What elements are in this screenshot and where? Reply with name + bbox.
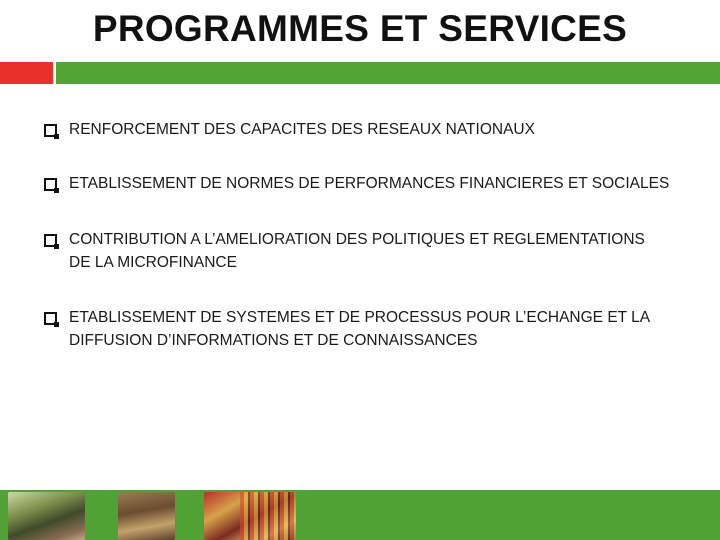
checkbox-bullet-icon	[44, 234, 57, 247]
footer-photo-woman	[118, 492, 175, 540]
bullet-line: RENFORCEMENT DES CAPACITES DES RESEAUX NATIONAUX	[69, 121, 535, 138]
bullet-text	[69, 306, 650, 352]
bullet-item	[44, 121, 704, 141]
footer-photo-textiles	[240, 492, 296, 540]
checkbox-bullet-icon	[44, 178, 57, 191]
bullet-line: DIFFUSION D’INFORMATIONS ET DE CONNAISSANCES	[69, 332, 478, 349]
bullet-line: ETABLISSEMENT DE NORMES DE PERFORMANCES FINANCIERES ET SOCIALES	[69, 175, 670, 192]
footer-photo-field-workers	[8, 492, 85, 540]
checkbox-bullet-icon	[44, 312, 57, 325]
bullet-text	[69, 118, 535, 141]
bullet-line: DE LA MICROFINANCE	[69, 254, 237, 271]
bullet-line: CONTRIBUTION A L’AMELIORATION DES POLITIQUES ET REGLEMENTATIONS	[69, 231, 645, 248]
checkbox-bullet-icon	[44, 124, 57, 137]
bullet-item	[44, 231, 704, 274]
footer-photo-band	[0, 490, 720, 540]
bullet-line: ETABLISSEMENT DE SYSTEMES ET DE PROCESSUS POUR L’ECHANGE ET LA	[69, 309, 651, 326]
header-accent-green-bar	[56, 62, 720, 84]
header-accent-red-bar	[0, 62, 53, 84]
page-title: PROGRAMMES ET SERVICES	[92, 8, 628, 49]
bullet-text	[69, 172, 669, 195]
bullet-text	[69, 228, 645, 274]
bullet-item	[44, 309, 704, 352]
bullet-item	[44, 175, 704, 195]
